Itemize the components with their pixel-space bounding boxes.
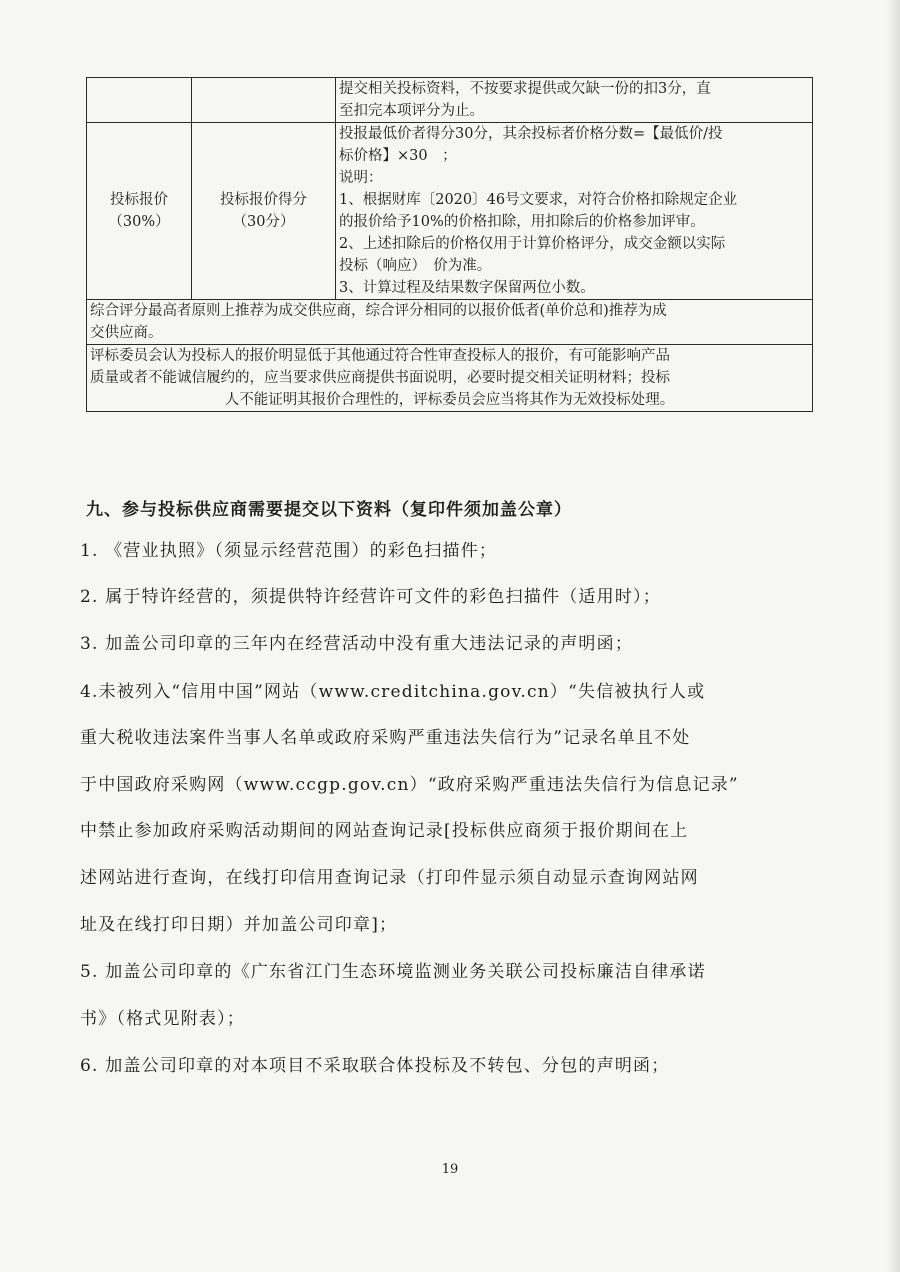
cell-line: （30%） <box>108 214 170 230</box>
cell-line: 的报价给予10%的价格扣除，用扣除后的价格参加评审。 <box>339 214 705 230</box>
cell-line: 说明： <box>339 170 383 186</box>
row1-col1 <box>87 78 192 123</box>
cell-line: 2、上述扣除后的价格仅用于计算价格评分，成交金额以实际 <box>339 236 726 252</box>
list-item: 6. 加盖公司印章的对本项目不采取联合体投标及不转包、分包的声明函； <box>80 1056 670 1076</box>
row1-col2 <box>192 78 336 123</box>
list-item: 书》（格式见附表）； <box>80 1009 245 1029</box>
bid-price-score <box>192 123 336 300</box>
cell-line: 至扣完本项评分为止。 <box>339 103 484 119</box>
bid-price-criterion <box>87 123 192 300</box>
cell-line: 投标报价得分 <box>220 192 307 208</box>
cell-line: 投标（响应） 价为准。 <box>339 258 492 274</box>
table-row <box>87 300 813 345</box>
list-item: 2. 属于特许经营的，须提供特许经营许可文件的彩色扫描件（适用时）； <box>80 587 661 607</box>
list-item: 5. 加盖公司印章的《广东省江门生态环境监测业务关联公司投标廉洁自律承诺 <box>80 962 706 982</box>
cell-line: 提交相关投标资料，不按要求提供或欠缺一份的扣3分，直 <box>339 81 711 97</box>
abnormal-low-price-note <box>87 345 813 412</box>
cell-line: 评标委员会认为投标人的报价明显低于其他通过符合性审查投标人的报价，有可能影响产品 <box>90 348 670 364</box>
scoring-table <box>86 77 813 412</box>
cell-line: 投标报价 <box>110 192 168 208</box>
cell-line: 3、计算过程及结果数字保留两位小数。 <box>339 280 595 296</box>
cell-line: 交供应商。 <box>90 325 163 341</box>
cell-line: 投报最低价者得分30分，其余投标者价格分数=【最低价/投 <box>339 126 723 142</box>
bid-price-rules <box>336 123 813 300</box>
table-row <box>87 123 813 300</box>
cell-line: 质量或者不能诚信履约的，应当要求供应商提供书面说明，必要时提交相关证明材料；投标 <box>90 370 670 386</box>
cell-line: 人不能证明其报价合理性的，评标委员会应当将其作为无效投标处理。 <box>224 392 675 408</box>
list-item: 中禁止参加政府采购活动期间的网站查询记录[投标供应商须于报价期间在上 <box>80 821 689 841</box>
cell-line: 标价格】×30 ； <box>339 148 457 164</box>
list-item: 述网站进行查询，在线打印信用查询记录（打印件显示须自动显示查询网站网 <box>80 868 699 888</box>
table-row <box>87 345 813 412</box>
cell-line: 1、根据财库〔2020〕46号文要求，对符合价格扣除规定企业 <box>339 192 738 208</box>
list-item: 1. 《营业执照》（须显示经营范围）的彩色扫描件； <box>80 541 498 561</box>
cell-line: （30分） <box>232 214 295 230</box>
list-item: 址及在线打印日期）并加盖公司印章]； <box>80 915 398 935</box>
table-row <box>87 78 813 123</box>
list-item: 重大税收违法案件当事人名单或政府采购严重违法失信行为”记录名单且不处 <box>80 728 691 748</box>
list-item: 3. 加盖公司印章的三年内在经营活动中没有重大违法记录的声明函； <box>80 634 634 654</box>
cell-line: 综合评分最高者原则上推荐为成交供应商，综合评分相同的以报价低者(单价总和)推荐为成 <box>90 303 667 319</box>
list-item: 于中国政府采购网（www.ccgp.gov.cn）“政府采购严重违法失信行为信息记录” <box>80 775 739 795</box>
scan-edge-shadow <box>886 0 900 1272</box>
section-title: 九、参与投标供应商需要提交以下资料（复印件须加盖公章） <box>86 500 572 520</box>
list-item: 4.未被列入“信用中国”网站（www.creditchina.gov.cn）“失信被执行人或 <box>80 682 706 702</box>
overall-score-note <box>87 300 813 345</box>
page-number: 19 <box>441 1162 459 1177</box>
row1-col3 <box>336 78 813 123</box>
